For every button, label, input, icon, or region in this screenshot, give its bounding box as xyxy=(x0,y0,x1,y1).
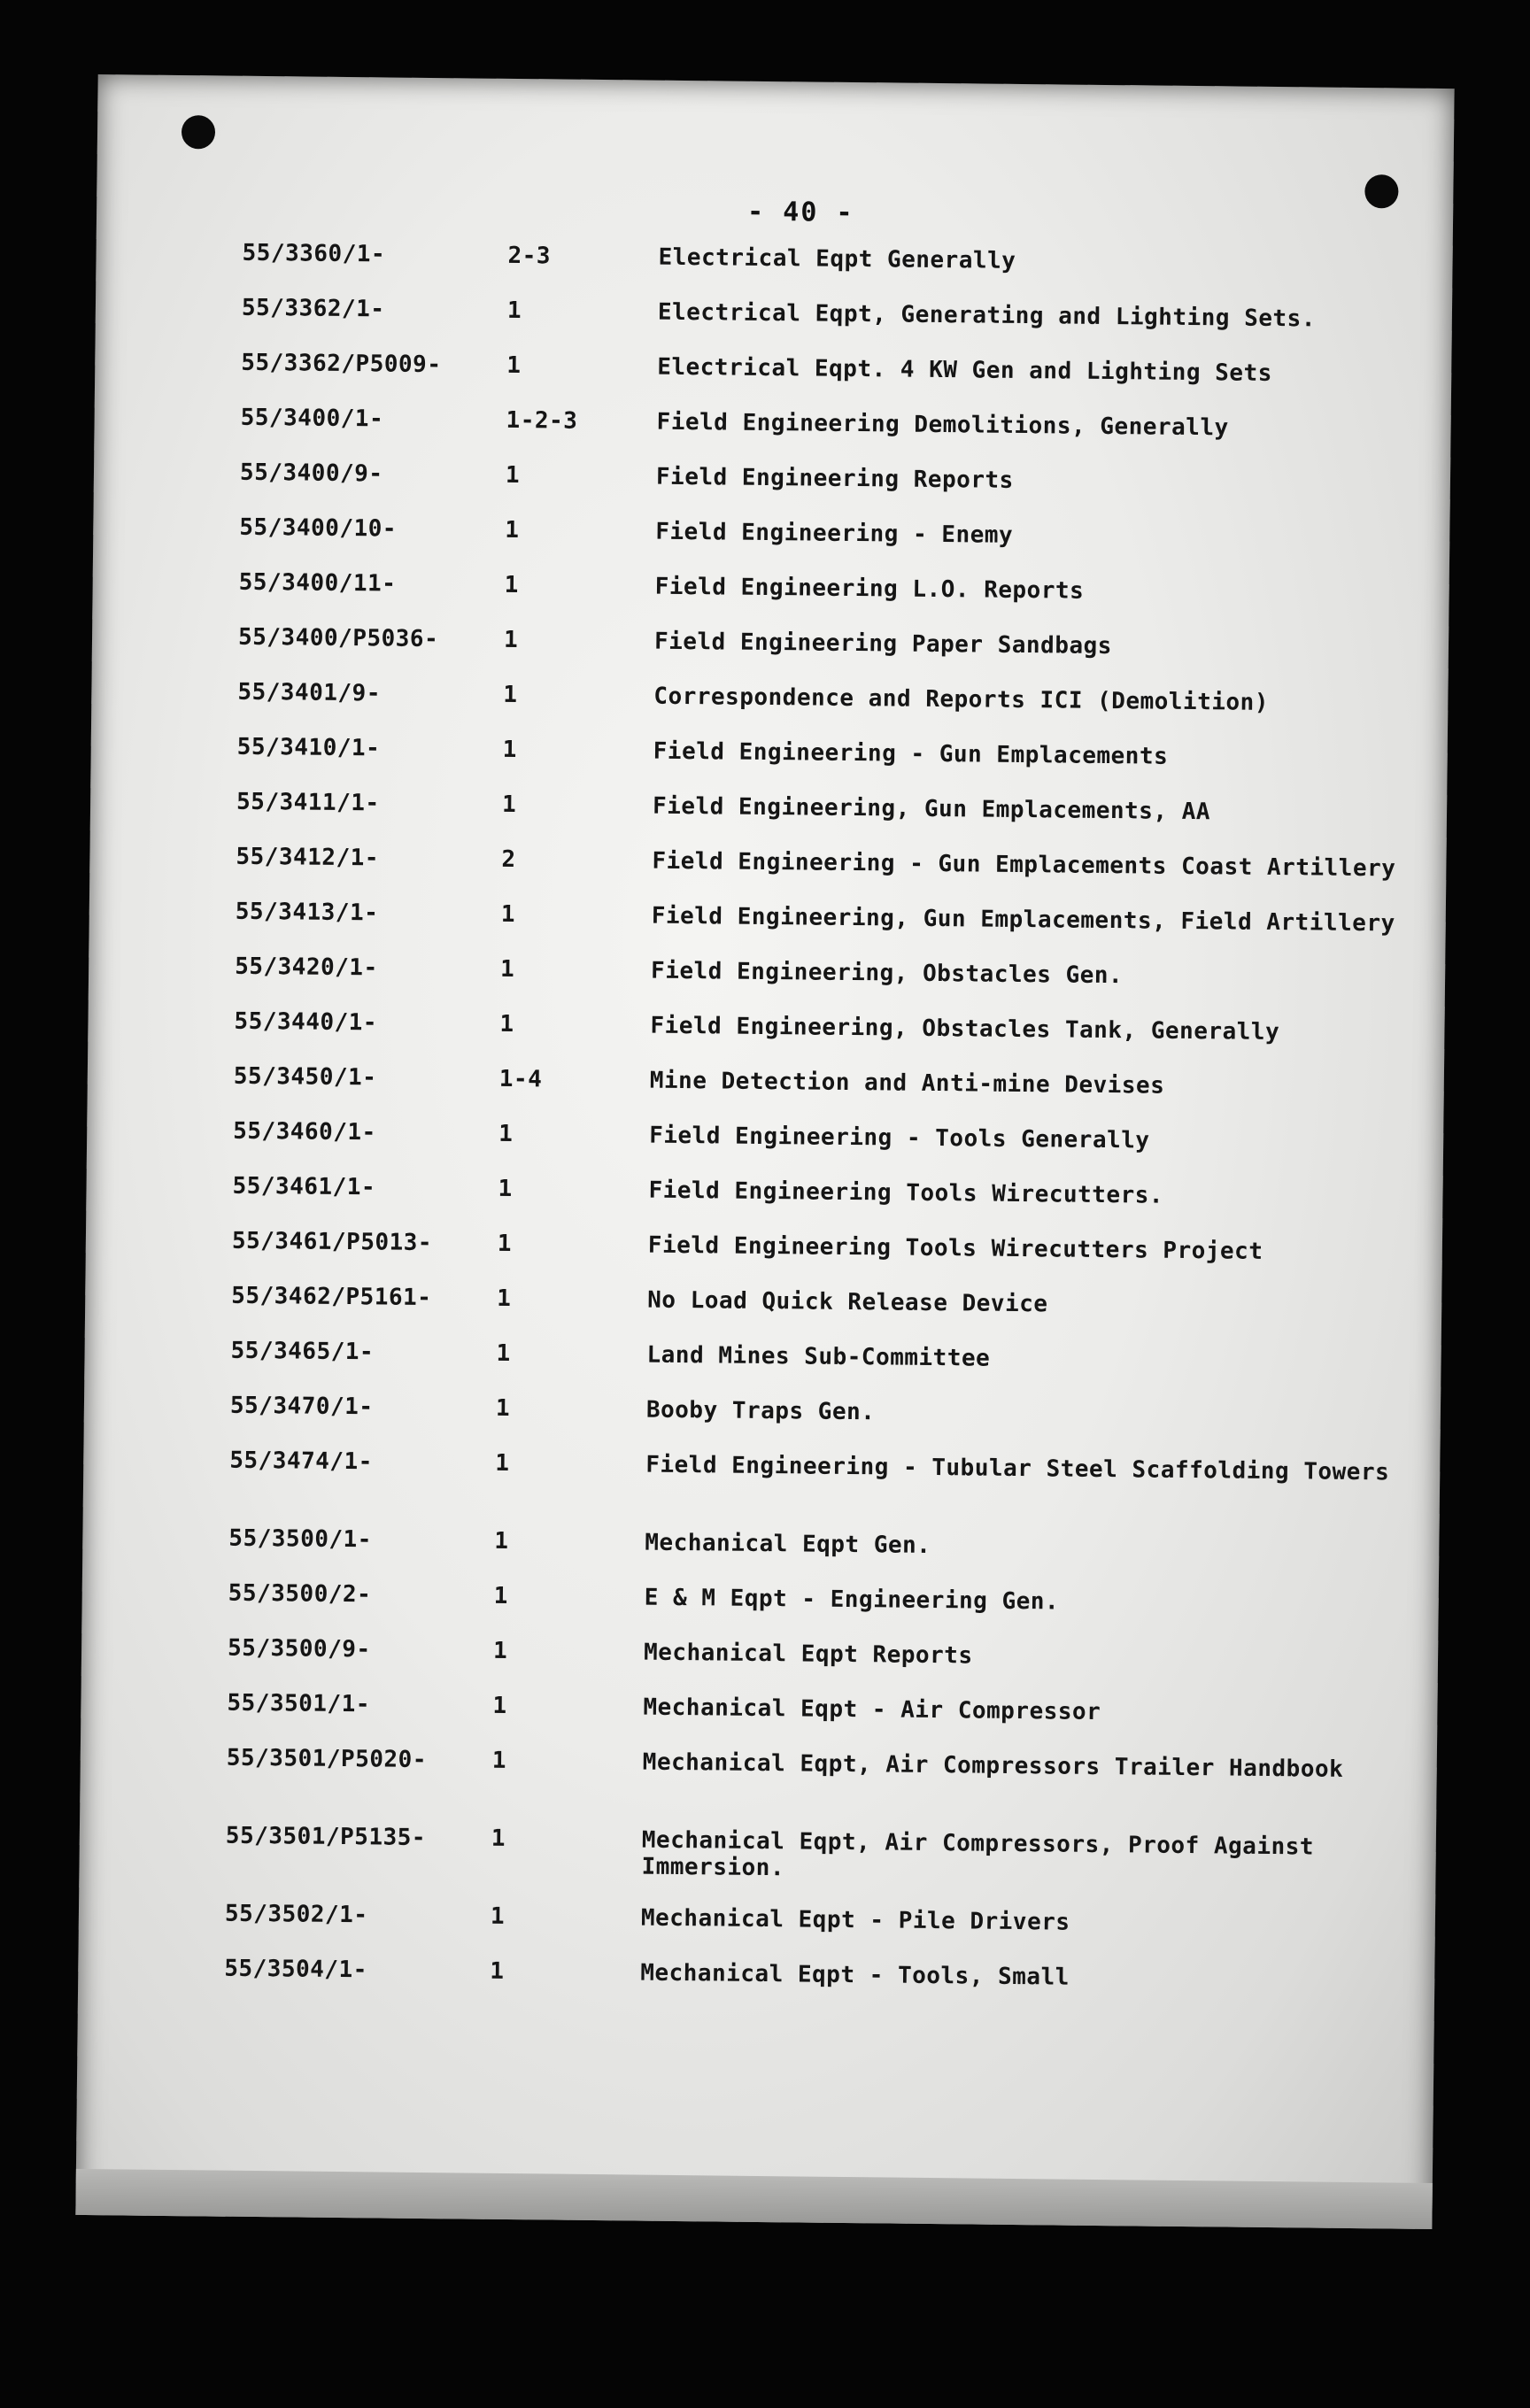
file-reference: 55/3413/1- xyxy=(235,898,379,927)
file-description: Mechanical Eqpt - Tools, Small xyxy=(640,1959,1070,1991)
file-reference: 55/3360/1- xyxy=(242,239,386,268)
file-entry-row xyxy=(225,1823,1430,1913)
volume-count: 1 xyxy=(498,1175,513,1203)
volume-count: 1-4 xyxy=(498,1065,543,1093)
volume-count: 1 xyxy=(499,1010,514,1038)
file-description: Field Engineering Reports xyxy=(655,463,1014,494)
file-index-list xyxy=(224,240,1447,2023)
file-reference: 55/3504/1- xyxy=(224,1955,367,1984)
volume-count: 1 xyxy=(492,1637,508,1664)
file-description: Correspondence and Reports ICI (Demolition) xyxy=(653,683,1270,716)
volume-count: 1 xyxy=(495,1449,510,1477)
file-reference: 55/3420/1- xyxy=(235,953,378,982)
file-description: Electrical Eqpt Generally xyxy=(658,243,1016,274)
volume-count: 1 xyxy=(490,1902,506,1930)
volume-count: 1 xyxy=(499,955,515,984)
file-reference: 55/3450/1- xyxy=(233,1062,377,1092)
volume-count: 1 xyxy=(503,626,519,654)
file-description: Mechanical Eqpt - Air Compressor xyxy=(643,1694,1101,1726)
file-reference: 55/3470/1- xyxy=(229,1392,374,1421)
file-description: Field Engineering Tools Wirecutters. xyxy=(648,1177,1164,1209)
volume-count: 1 xyxy=(502,736,518,764)
volume-count: 1 xyxy=(491,1747,507,1774)
file-description: Field Engineering Demolitions, Generally xyxy=(656,408,1229,442)
file-description: Field Engineering, Gun Emplacements, Field Artillery xyxy=(651,902,1395,938)
file-reference: 55/3400/P5036- xyxy=(237,623,439,653)
file-description: No Load Quick Release Device xyxy=(647,1286,1048,1318)
file-entry-row xyxy=(229,1447,1434,1538)
file-reference: 55/3440/1- xyxy=(234,1007,378,1037)
file-reference: 55/3400/11- xyxy=(238,568,397,598)
file-description: Field Engineering, Obstacles Tank, Generally xyxy=(650,1012,1280,1046)
file-reference: 55/3362/1- xyxy=(241,294,385,323)
file-reference: 55/3474/1- xyxy=(229,1447,374,1476)
volume-count: 2 xyxy=(501,845,516,874)
file-reference: 55/3460/1- xyxy=(233,1117,376,1146)
volume-count: 1 xyxy=(497,1230,513,1258)
volume-count: 1 xyxy=(506,351,522,380)
file-reference: 55/3411/1- xyxy=(236,788,380,817)
file-description: Field Engineering L.O. Reports xyxy=(654,573,1085,605)
file-reference: 55/3500/9- xyxy=(227,1634,371,1663)
file-description: Electrical Eqpt, Generating and Lighting Sets. xyxy=(657,298,1317,333)
file-description: Booby Traps Gen. xyxy=(645,1396,876,1426)
volume-count: 1 xyxy=(501,791,517,819)
volume-count: 2-3 xyxy=(507,242,552,270)
file-description: Mechanical Eqpt Reports xyxy=(643,1639,973,1670)
file-description: Mechanical Eqpt Gen. xyxy=(645,1529,931,1559)
page-number: - 40 - xyxy=(746,196,854,228)
file-reference: 55/3461/1- xyxy=(232,1172,376,1201)
file-description: Field Engineering, Obstacles Gen. xyxy=(650,957,1124,990)
file-description: Field Engineering - Tools Generally xyxy=(649,1122,1150,1154)
file-reference: 55/3465/1- xyxy=(230,1337,375,1366)
volume-count: 1 xyxy=(503,681,518,709)
file-reference: 55/3502/1- xyxy=(224,1900,368,1929)
volume-count: 1 xyxy=(492,1692,507,1719)
volume-count: 1 xyxy=(497,1285,512,1313)
file-description: Mechanical Eqpt - Pile Drivers xyxy=(640,1904,1070,1936)
volume-count: 1 xyxy=(504,571,519,599)
volume-count: 1 xyxy=(505,516,520,544)
volume-count: 1 xyxy=(505,461,521,490)
volume-count: 1-2-3 xyxy=(506,406,578,435)
page-bottom-edge xyxy=(75,2169,1432,2229)
file-description: Field Engineering Paper Sandbags xyxy=(653,628,1113,660)
file-reference: 55/3501/P5135- xyxy=(225,1822,427,1852)
volume-count: 1 xyxy=(496,1339,511,1368)
volume-count: 1 xyxy=(500,900,516,929)
punch-hole-right xyxy=(1364,174,1398,208)
file-description: Land Mines Sub-Committee xyxy=(646,1341,991,1372)
file-description: Field Engineering - Gun Emplacements xyxy=(653,737,1169,770)
file-description: Electrical Eqpt. 4 KW Gen and Lighting Sets xyxy=(657,353,1272,387)
file-reference: 55/3401/9- xyxy=(237,678,382,707)
file-description: Field Engineering - Enemy xyxy=(655,518,1014,549)
file-entry-row xyxy=(224,1956,1429,2023)
file-reference: 55/3362/P5009- xyxy=(241,349,442,379)
file-reference: 55/3400/9- xyxy=(239,459,383,488)
volume-count: 1 xyxy=(491,1825,506,1852)
file-reference: 55/3400/10- xyxy=(239,513,398,543)
volume-count: 1 xyxy=(506,297,522,325)
volume-count: 1 xyxy=(493,1582,509,1609)
file-description: Field Engineering Tools Wirecutters Project xyxy=(647,1231,1263,1265)
file-reference: 55/3462/P5161- xyxy=(231,1282,432,1312)
volume-count: 1 xyxy=(495,1394,511,1423)
file-reference: 55/3400/1- xyxy=(240,404,384,433)
file-reference: 55/3500/1- xyxy=(228,1524,373,1554)
file-entry-row xyxy=(226,1745,1431,1835)
file-reference: 55/3501/1- xyxy=(227,1689,371,1718)
file-description: E & M Eqpt - Engineering Gen. xyxy=(644,1584,1060,1616)
file-reference: 55/3410/1- xyxy=(236,733,381,762)
file-reference: 55/3461/P5013- xyxy=(231,1227,433,1257)
punch-hole-left xyxy=(182,115,215,149)
file-reference: 55/3412/1- xyxy=(236,843,380,872)
file-reference: 55/3500/2- xyxy=(228,1579,372,1609)
file-description: Mechanical Eqpt, Air Compressors Trailer Handbook xyxy=(642,1748,1344,1783)
file-description: Field Engineering, Gun Emplacements, AA xyxy=(652,792,1211,826)
file-reference: 55/3501/P5020- xyxy=(226,1744,428,1774)
volume-count: 1 xyxy=(498,1120,514,1148)
file-description: Mechanical Eqpt, Air Compressors, Proof Against Immersion. xyxy=(641,1826,1315,1882)
file-description: Field Engineering - Tubular Steel Scaffolding Towers xyxy=(645,1451,1390,1486)
volume-count: 1 xyxy=(494,1527,509,1555)
file-description: Mine Detection and Anti-mine Devises xyxy=(649,1067,1165,1100)
document-page xyxy=(75,74,1454,2229)
file-description: Field Engineering - Gun Emplacements Coast Artillery xyxy=(652,847,1396,883)
volume-count: 1 xyxy=(490,1957,505,1985)
